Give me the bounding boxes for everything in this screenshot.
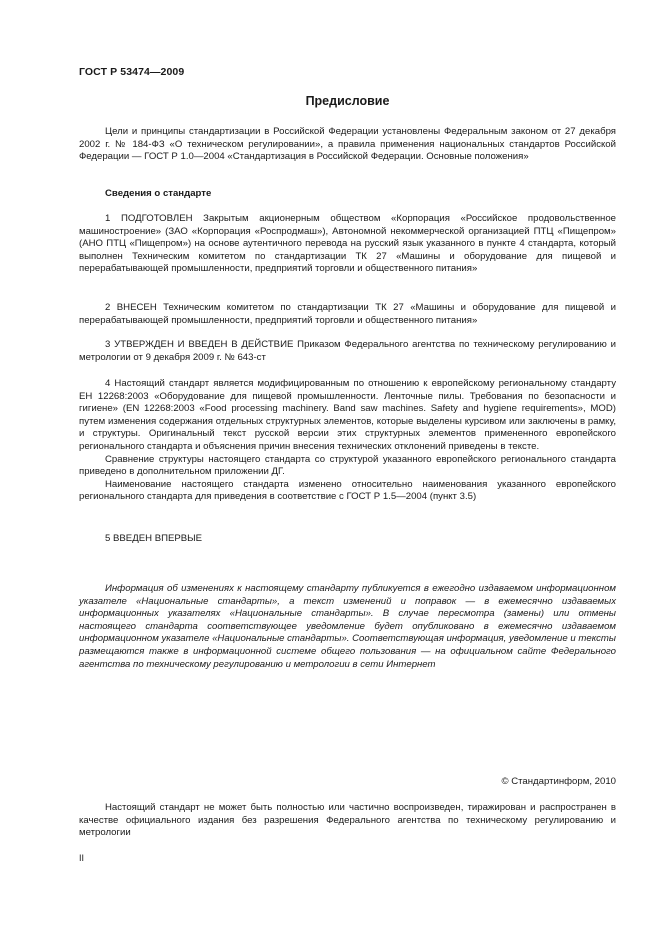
info-notice: Информация об изменениях к настоящему стандарту публикуется в ежегодно издаваемом информационном указателе «Национальные стандарты», а текст изменений и поправок — в ежемесячно издаваемых информационных указателях «Национальные стандарты». В случае пересмотра (замены) или отмены настоящего стандарта соответствующее уведомление будет опубликовано в ежемесячно издаваемом информационном указателе «Национальные стандарты». Соответствующая информация, уведомление и тексты размещаются также в информационной системе общего пользования — на официальном сайте Федерального агентства по техническому регулированию и метрологии в сети Интернет (79, 583, 616, 670)
item-4-comparison: Сравнение структуры настоящего стандарта со структурой указанного европейского регионального стандарта приведено в дополнительном приложении ДГ. (79, 453, 616, 478)
item-1-paragraph: 1 ПОДГОТОВЛЕН Закрытым акционерным обществом «Корпорация «Российское продовольственное машиностроение» (ЗАО «Корпорация «Роспродмаш»), Автономной некоммерческой организацией ПТЦ «Пищепром» (АНО ПТЦ «Пищепром») на основе аутентичного перевода на русский язык указанного в пункте 4 стандарта, который выполнен Техническим комитетом по стандартизации ТК 27 «Машины и оборудование для пищевой и перерабатывающей промышленности, предприятий торговли и общественного питания» (79, 213, 616, 275)
item-4-name-change: Наименование настоящего стандарта изменено относительно наименования указанного европейского регионального стандарта для приведения в соответствие с ГОСТ Р 1.5—2004 (пункт 3.5) (79, 478, 616, 503)
section-heading: Сведения о стандарте (105, 188, 212, 199)
item-5-block (79, 533, 616, 546)
item-5-paragraph: 5 ВВЕДЕН ВПЕРВЫЕ (105, 533, 203, 544)
copyright: © Стандартинформ, 2010 (501, 776, 616, 787)
item-4-paragraph: 4 Настоящий стандарт является модифицированным по отношению к европейскому региональному стандарту ЕН 12268:2003 «Оборудование для пищевой промышленности. Ленточные пилы. Требования по безопасности и гигиене» (EN 12268:2003 «Food processing machinery. Band saw machines. Safety and hygiene requirements», MOD) путем изменения содержания отдельных структурных элементов, которые выделены курсивом или заключены в рамку, и структуры. Оригинальный текст русской версии этих структурных элементов примененного европейского регионального стандарта и объяснения причин внесения технических отклонений приведены в тексте. (79, 378, 616, 452)
item-1-block (79, 213, 616, 276)
item-2-block (79, 302, 616, 327)
info-notice-block (79, 583, 616, 671)
page-number: II (79, 853, 85, 863)
page-title: Предисловие (305, 94, 390, 108)
item-4-block (79, 378, 616, 504)
intro-paragraph: Цели и принципы стандартизации в Российской Федерации установлены Федеральным законом от 27 декабря 2002 г. № 184-ФЗ «О техническом регулировании», а правила применения национальных стандартов Российской Федерации — ГОСТ Р 1.0—2004 «Стандартизация в Российской Федерации. Основные положения» (79, 126, 616, 163)
standard-code: ГОСТ Р 53474—2009 (79, 66, 185, 78)
item-2-paragraph: 2 ВНЕСЕН Техническим комитетом по стандартизации ТК 27 «Машины и оборудование для пищевой и перерабатывающей промышленности, предприятий торговли и общественного питания» (79, 302, 616, 326)
item-3-block (79, 339, 616, 364)
reproduction-notice: Настоящий стандарт не может быть полностью или частично воспроизведен, тиражирован и распространен в качестве официального издания без разрешения Федерального агентства по техническому регулированию и метрологии (79, 802, 616, 839)
reproduction-notice-block (79, 802, 616, 840)
item-3-paragraph: 3 УТВЕРЖДЕН И ВВЕДЕН В ДЕЙСТВИЕ Приказом Федерального агентства по техническому регулированию и метрологии от 9 декабря 2009 г. № 643-ст (79, 339, 616, 363)
intro-block (79, 126, 616, 164)
